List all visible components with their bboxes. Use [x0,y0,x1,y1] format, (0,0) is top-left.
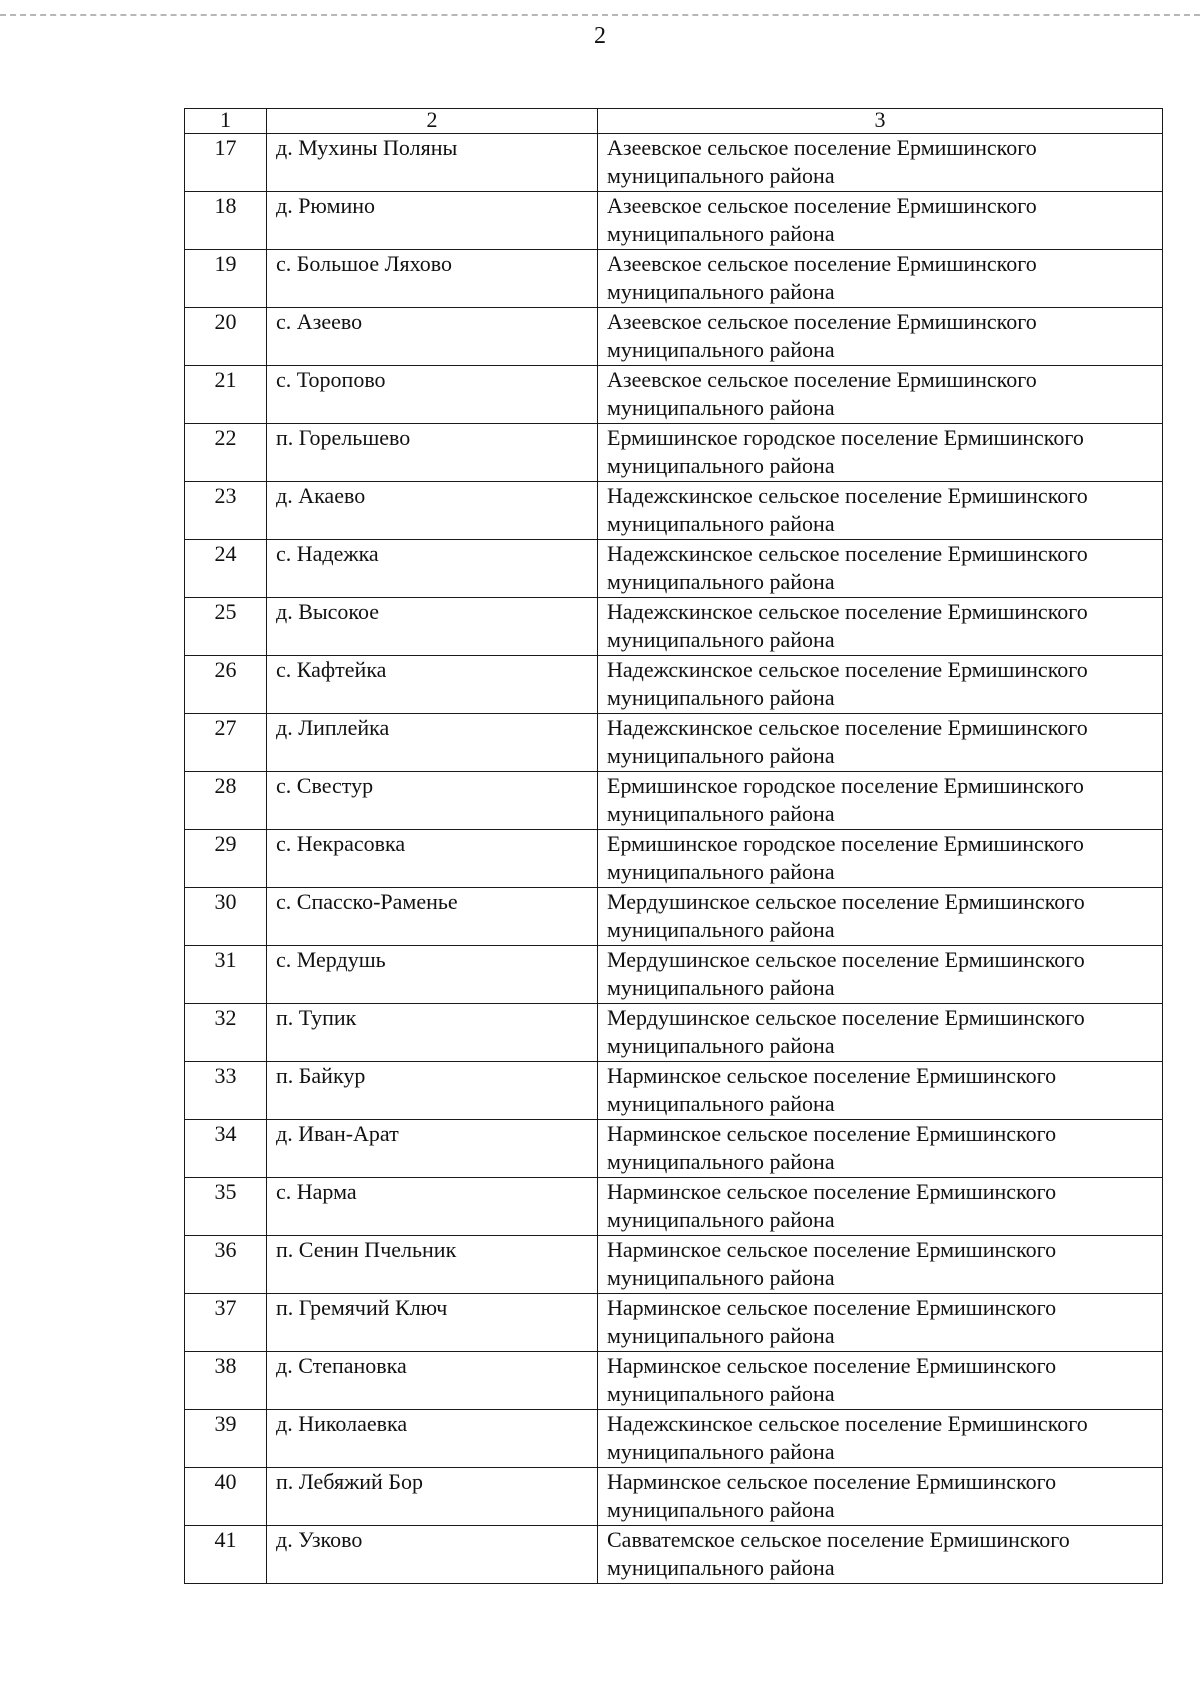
settlement-name: Нарминское сельское поселение Ермишинского муниципального района [598,1352,1163,1410]
table-row [185,1120,1163,1178]
settlement-name: Ермишинское городское поселение Ермишинского муниципального района [598,424,1163,482]
settlement-name: Надежскинское сельское поселение Ермишинского муниципального района [598,1410,1163,1468]
settlement-name: Надежскинское сельское поселение Ермишинского муниципального района [598,482,1163,540]
locality-name: п. Лебяжий Бор [267,1468,598,1526]
row-number: 35 [185,1178,267,1236]
table-row [185,1410,1163,1468]
row-number: 33 [185,1062,267,1120]
settlement-name: Нарминское сельское поселение Ермишинского муниципального района [598,1178,1163,1236]
locality-name: с. Некрасовка [267,830,598,888]
locality-name: с. Торопово [267,366,598,424]
locality-name: с. Спасско-Раменье [267,888,598,946]
settlement-name: Мердушинское сельское поселение Ермишинского муниципального района [598,1004,1163,1062]
row-number: 36 [185,1236,267,1294]
locality-name: п. Горельшево [267,424,598,482]
table-row [185,1236,1163,1294]
locality-name: п. Байкур [267,1062,598,1120]
table-row [185,192,1163,250]
settlement-name: Азеевское сельское поселение Ермишинского муниципального района [598,308,1163,366]
column-header-locality: 2 [267,109,598,134]
row-number: 26 [185,656,267,714]
locality-name: д. Узково [267,1526,598,1584]
settlement-name: Мердушинское сельское поселение Ермишинского муниципального района [598,946,1163,1004]
table-row [185,308,1163,366]
settlement-name: Азеевское сельское поселение Ермишинского муниципального района [598,366,1163,424]
row-number: 32 [185,1004,267,1062]
row-number: 20 [185,308,267,366]
locality-name: с. Свестур [267,772,598,830]
settlement-name: Надежскинское сельское поселение Ермишинского муниципального района [598,656,1163,714]
table-row [185,888,1163,946]
settlement-name: Нарминское сельское поселение Ермишинского муниципального района [598,1294,1163,1352]
settlement-name: Нарминское сельское поселение Ермишинского муниципального района [598,1236,1163,1294]
settlement-name: Мердушинское сельское поселение Ермишинского муниципального района [598,888,1163,946]
row-number: 29 [185,830,267,888]
row-number: 24 [185,540,267,598]
table-row [185,830,1163,888]
locality-name: с. Нарма [267,1178,598,1236]
locality-name: с. Азеево [267,308,598,366]
locality-name: с. Кафтейка [267,656,598,714]
table-row [185,772,1163,830]
column-header-number: 1 [185,109,267,134]
row-number: 28 [185,772,267,830]
locality-name: п. Гремячий Ключ [267,1294,598,1352]
row-number: 31 [185,946,267,1004]
row-number: 37 [185,1294,267,1352]
table-row [185,598,1163,656]
settlement-name: Азеевское сельское поселение Ермишинского муниципального района [598,134,1163,192]
table-row [185,366,1163,424]
table-row [185,482,1163,540]
table-row [185,134,1163,192]
settlement-name: Азеевское сельское поселение Ермишинского муниципального района [598,192,1163,250]
row-number: 30 [185,888,267,946]
table-row [185,714,1163,772]
table-row [185,946,1163,1004]
page-number: 2 [594,23,606,49]
row-number: 23 [185,482,267,540]
table-row [185,1062,1163,1120]
table-header-row [185,109,1163,134]
row-number: 40 [185,1468,267,1526]
locality-name: п. Сенин Пчельник [267,1236,598,1294]
table-row [185,1178,1163,1236]
settlement-name: Ермишинское городское поселение Ермишинского муниципального района [598,830,1163,888]
settlement-name: Нарминское сельское поселение Ермишинского муниципального района [598,1120,1163,1178]
column-header-settlement: 3 [598,109,1163,134]
settlement-name: Надежскинское сельское поселение Ермишинского муниципального района [598,598,1163,656]
scan-edge-line [0,14,1200,16]
row-number: 21 [185,366,267,424]
locality-name: д. Рюмино [267,192,598,250]
row-number: 41 [185,1526,267,1584]
table-row [185,1294,1163,1352]
locality-name: д. Николаевка [267,1410,598,1468]
row-number: 27 [185,714,267,772]
locality-name: с. Мердушь [267,946,598,1004]
table-row [185,424,1163,482]
locality-name: д. Высокое [267,598,598,656]
table-row [185,656,1163,714]
locality-name: д. Липлейка [267,714,598,772]
row-number: 19 [185,250,267,308]
locality-name: д. Степановка [267,1352,598,1410]
table-body [185,134,1163,1584]
settlement-name: Надежскинское сельское поселение Ермишинского муниципального района [598,714,1163,772]
settlement-name: Азеевское сельское поселение Ермишинского муниципального района [598,250,1163,308]
row-number: 34 [185,1120,267,1178]
row-number: 17 [185,134,267,192]
table-row [185,250,1163,308]
locality-name: с. Надежка [267,540,598,598]
table-row [185,1468,1163,1526]
locality-name: д. Иван-Арат [267,1120,598,1178]
settlement-name: Надежскинское сельское поселение Ермишинского муниципального района [598,540,1163,598]
table-row [185,1352,1163,1410]
settlement-name: Ермишинское городское поселение Ермишинского муниципального района [598,772,1163,830]
table-row [185,1004,1163,1062]
locality-name: п. Тупик [267,1004,598,1062]
row-number: 22 [185,424,267,482]
row-number: 38 [185,1352,267,1410]
locality-name: д. Мухины Поляны [267,134,598,192]
settlements-table [184,108,1163,1584]
table-row [185,540,1163,598]
row-number: 18 [185,192,267,250]
settlement-name: Нарминское сельское поселение Ермишинского муниципального района [598,1062,1163,1120]
table-row [185,1526,1163,1584]
locality-name: д. Акаево [267,482,598,540]
settlement-name: Нарминское сельское поселение Ермишинского муниципального района [598,1468,1163,1526]
row-number: 39 [185,1410,267,1468]
settlement-name: Савватемское сельское поселение Ермишинского муниципального района [598,1526,1163,1584]
row-number: 25 [185,598,267,656]
locality-name: с. Большое Ляхово [267,250,598,308]
